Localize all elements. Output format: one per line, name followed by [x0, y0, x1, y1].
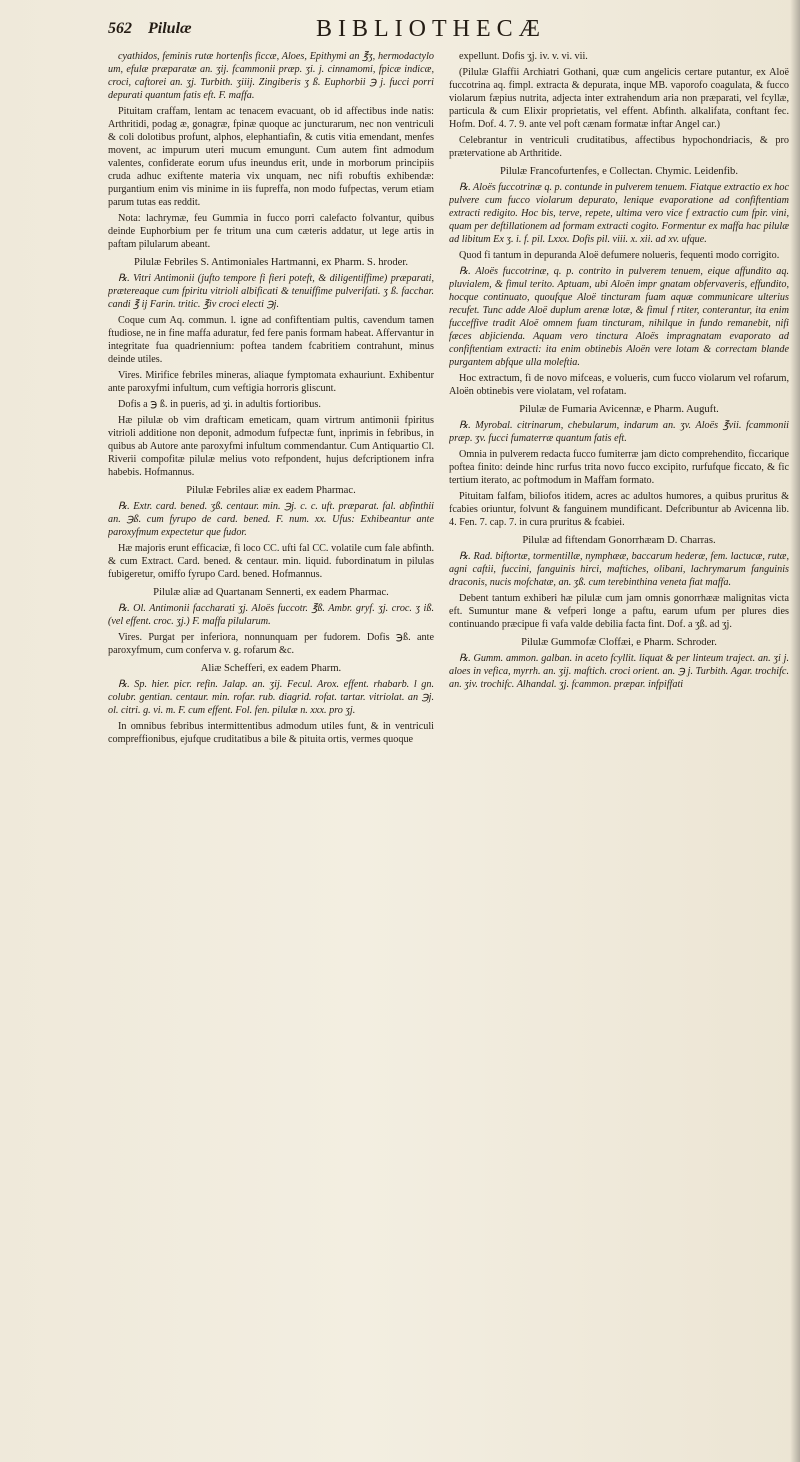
paragraph: (Pilulæ Glaffii Archiatri Gothani, quæ cum angelicis certare putantur, ex Aloë fuccotrina aq. fimpl. extracta & depurata, inque MB. vaporofo coagulata, & fucco violarum fæpius nutrita, adjecta inter extrahendum aria non præparati, vel fcyllæ, particula & cum Elixir proprietatis, vel effent. Abfinth. alkalifata, conftant fec. Hofm. Dof. 4. 7. 9. ante vel poft cænam formatæ inftar Angel car.) [449, 67, 789, 130]
paragraph: Vires. Mirifice febriles mineras, aliaque fymptomata exhauriunt. Exhibentur ante paroxyfmi infultum, cum veftigia horroris gliscunt. [108, 370, 434, 394]
paragraph: Omnia in pulverem redacta fucco fumiterræ jam dicto comprehendito, ficcarique poftea finito: deinde hinc rurfus trita novo fucco excipito, rurfufque ficcato, & fic tertium iterato, ac poftmodum in Maffam formato. [449, 449, 789, 486]
left-column [108, 50, 434, 1050]
paragraph: In omnibus febribus intermittentibus admodum utiles funt, & in ventriculi compreffionibus, ejufque cruditatibus a bile & pituita ortis, vermes quoque [108, 721, 434, 745]
paragraph: Nota: lachrymæ, feu Gummia in fucco porri calefacto folvantur, quibus deinde Euphorbium per fe tritum una cum cæteris addatur, ut lege artis in paftam pilularum abeant. [108, 213, 434, 250]
paragraph: Pituitam falfam, biliofos itidem, acres ac adultos humores, a quibus pruritus & fcabies oriuntur, folvunt & fanguinem mundificant. Defcribuntur ab Avicenna lib. 4. Fen. 7. cap. 7. in cura pruritus & fcabiei. [449, 491, 789, 528]
paragraph: Dofis a ℈ ß. in pueris, ad ʒi. in adultis fortioribus. [118, 399, 321, 410]
running-title: BIBLIOTHECÆ [316, 16, 546, 42]
recipe-heading: Pilulæ Gummofæ Cloffæi, e Pharm. Schroder. [521, 637, 717, 648]
recipe-heading: Pilulæ de Fumaria Avicennæ, e Pharm. Auguft. [519, 404, 719, 415]
recipe: ℞. Aloës fuccotrinæ q. p. contunde in pulverem tenuem. Fiatque extractio ex hoc pulvere cum fucco violarum depurato, lenique evaporatione ad confiftentiam extracti redigito. Hoc bis, terve, repete, ultima vero vice f extractio cum fpir. vini, quam per deftillationem ad formam extracti cogito. Formentur ex maffa hac pilulæ ad libitum Ex ʒ. i. f. pil. Lxxx. Dofis pil. viii. x. xii. ad xv. ufque. [449, 182, 789, 245]
recipe: ℞. Extr. card. bened. ʒß. centaur. min. ℈j. c. c. uft. præparat. fal. abfinthii an. ℈ß. cum fyrupo de card. bened. F. num. xx. Ufus: Exhibeantur ante paroxyfmum expectetur que fudor. [108, 501, 434, 538]
page-header [108, 16, 788, 46]
recipe: ℞. Myrobal. citrinarum, chebularum, indarum an. ʒv. Aloës ℥vii. fcammonii præp. ʒv. fucci fumaterræ quantum fatis eft. [449, 420, 789, 444]
paragraph: expellunt. Dofis ʒj. iv. v. vi. vii. [459, 51, 588, 62]
recipe-heading: Pilulæ Febriles S. Antimoniales Hartmanni, ex Pharm. S. hroder. [134, 257, 408, 268]
page-edge-shadow [790, 0, 800, 1462]
recipe-heading: Pilulæ ad fiftendam Gonorrhæam D. Charras. [522, 535, 716, 546]
recipe: ℞. Ol. Antimonii faccharati ʒj. Aloës fuccotr. ℥ß. Ambr. gryf. ʒj. croc. ʒ iß. (vel effent. croc. ʒj.) F. maffa pilularum. [108, 603, 434, 627]
recipe-heading: Pilulæ Febriles aliæ ex eadem Pharmac. [186, 485, 356, 496]
paragraph: Celebrantur in ventriculi cruditatibus, affectibus hypochondriacis, & pro prætervatione ab Arthritide. [449, 135, 789, 159]
recipe-heading: Aliæ Schefferi, ex eadem Pharm. [200, 663, 342, 674]
paragraph: cyathidos, feminis rutæ hortenfis ficcæ, Aloes, Epithymi an ℥ʒ, hermodactylo um, efulæ præparatæ an. ʒij. fcammonii præp. ʒi. j. cinnamomi, fpicæ indicæ, croci, caftorei an. ʒj. Turbith. ʒiiij. Zingiberis ʒ ß. Euphorbii ℈ j. fucci porri depurati quantum fatis eft. F. maffa. [108, 51, 434, 101]
paragraph: Hæ pilulæ ob vim drafticam emeticam, quam virtrum antimonii fpiritus vitrioli additione non deponit, admodum fufpectæ funt, inprimis in febribus, in quibus ab Autore ante paroxyfmi infultum commendantur. Cum Antiquartio Cl. Riverii compofitæ pilulæ melius voto refpondent, hujus defcriptionem infra habebis. Hofmannus. [108, 415, 434, 478]
paragraph: Quod fi tantum in depuranda Aloë defumere nolueris, fequenti modo corrigito. [459, 250, 780, 261]
paragraph: Coque cum Aq. commun. l. igne ad confiftentiam pultis, cavendum tamen ftudiose, ne in fine maffa aduratur, fed fere panis formam habeat. Affervantur in integritate fua quadriennium: poftea tandem fcabritiem contrahunt, minus deinde utiles. [108, 315, 434, 365]
recipe-heading: Pilulæ aliæ ad Quartanam Sennerti, ex eadem Pharmac. [153, 587, 389, 598]
paragraph: Pituitam craffam, lentam ac tenacem evacuant, ob id affectibus inde natis: Arthritidi, podag æ, gonagræ, fpinæ quoque ac juncturarum, nec non ventriculi & coli dolotibus profunt, alphos, elephantiafin, & cutis vitia emendant, menfes movent, ac impurum uteri mucum emungunt. Cum autem fint admodum valentes, confiderate eorum ufus ineundus erit, unde in morborum principiis cruda adhuc exiftente materia vix unquam, nec nifi robuftis exhibendæ: purgantium enim vis minime in iis fupreffa, non modo fufpectas, verum etiam parum tutas eas reddit. [108, 106, 434, 208]
recipe-heading: Pilulæ Francofurtenfes, e Collectan. Chymic. Leidenfib. [499, 166, 738, 177]
section-heading: Pilulæ [148, 20, 192, 37]
recipe: ℞. Aloës fuccotrinæ, q. p. contrito in pulverem tenuem, eique affundito aq. pluvialem, & fimul terito. Aptuam, ubi Aloën impr gnatam obfervaveris, effundito, hocque continuato, quoufque Aloë tincturam fuam aquæ communicare ulterius recufet. Tunc adde Aloë duplum arenæ lotæ, & fimul f rtiter, conterantur, ita enim fucceffive tradit Aloë omnem fuam tincturam, nihilque in fundo remanebit, nifi fæces abjicienda. Aquam vero tinctura Aloës impragnatam evaporato ad confiftentiam extracti: ita enim obtinebis Aloën vere lotam & correctam blande purgantem abfque ulla moleftia. [449, 266, 789, 368]
paragraph: Debent tantum exhiberi hæ pilulæ cum jam omnis gonorrhææ malignitas victa eft. Sumuntur mane & vefperi longe a paftu, earum ufum per plures dies continuando præcipue fi vafa valde debilia facta fint. Dof. a ʒß. ad ʒj. [449, 593, 789, 630]
paragraph: Hæ majoris erunt efficaciæ, fi loco CC. ufti fal CC. volatile cum fale abfinth. & cum Extract. Card. bened. & centaur. min. liquid. fubordinatum in pilulas fubigeretur, omiffo fyrupo Card. bened. Hofmannus. [108, 543, 434, 580]
recipe: ℞. Vitri Antimonii (jufto tempore fi fieri poteft, & diligentiffime) præparati, prætereaque cum fpiritu vitrioli albificati & tenuiffime pulverifati. ʒ ß. facchar. candi ℥ ij Farin. tritic. ℥iv croci electi ℈j. [108, 273, 434, 310]
paragraph: Hoc extractum, fi de novo mifceas, e volueris, cum fucco violarum vel rofarum, Aloën obtinebis vere violatam, vel rofatam. [449, 373, 789, 397]
page-number: 562 [108, 20, 132, 37]
recipe: ℞. Gumm. ammon. galban. in aceto fcyllit. liquat & per linteum traject. an. ʒi j. aloes in vefica, myrrh. an. ʒij. maftich. croci orient. an. ℈ j. Turbith. Agar. trochifc. an. ʒiv. trochifc. Alhandal. ʒj. fcammon. præpar. infpiffati [449, 653, 789, 690]
right-column [449, 50, 789, 1050]
paragraph: Vires. Purgat per inferiora, nonnunquam per fudorem. Dofis ℈ß. ante paroxyfmum, cum conferva v. g. rofarum &c. [108, 632, 434, 656]
recipe: ℞. Rad. biftortæ, tormentillæ, nymphææ, baccarum hederæ, fem. lactucæ, rutæ, agni caftii, fuccini, fanguinis hirci, maftiches, olibani, lachrymarum fanguinis draconis, nucis mofchatæ, an. ʒß. cum terebinthina veneta fiat maffa. [449, 551, 789, 588]
recipe: ℞. Sp. hier. picr. refin. Jalap. an. ʒij. Fecul. Arox. effent. rhabarb. l gn. colubr. gentian. centaur. min. rofar. rub. diagrid. rofat. tartar. vitriolat. an ℈j. ol. citri. g. vi. m. F. cum effent. Fol. fen. pilulæ n. xxx. pro ʒj. [108, 679, 434, 716]
